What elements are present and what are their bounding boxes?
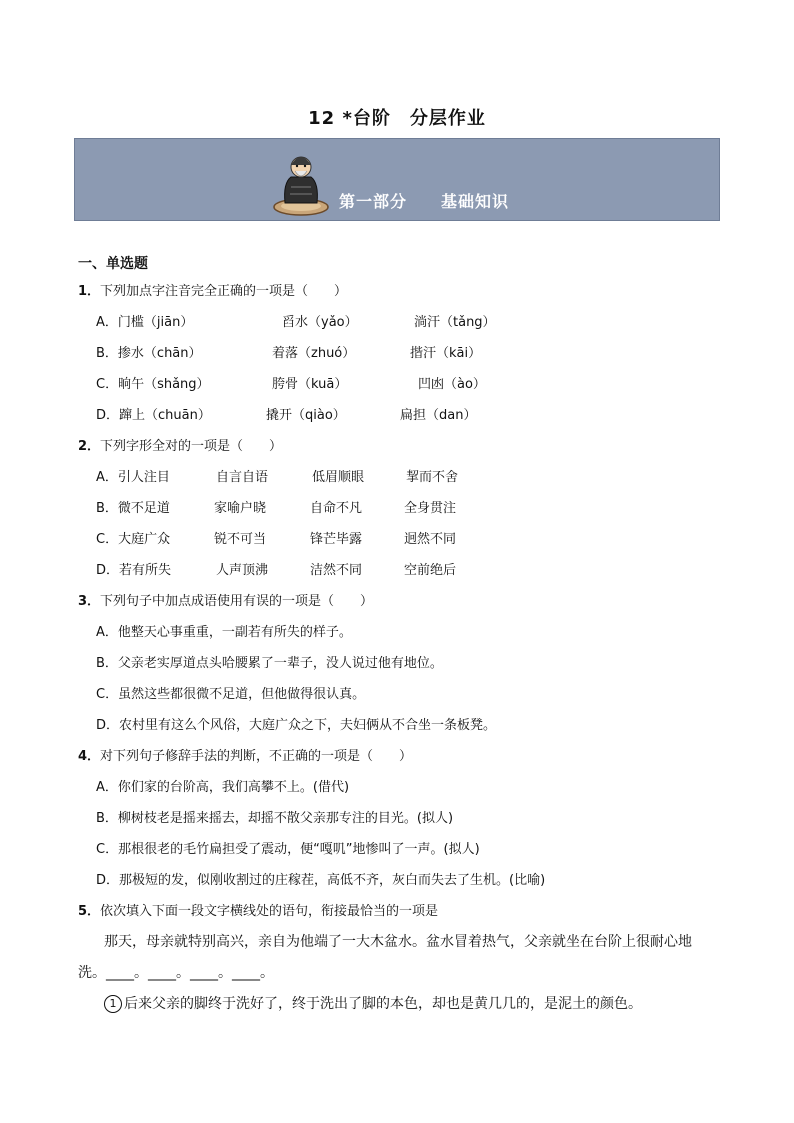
option-text: A．门槛（jiān） [96,315,194,330]
question-number: 3． [78,594,101,609]
option-text: C．大庭广众 [96,532,171,547]
option-text: 全身贯注 [404,501,457,516]
option-text: D．蹿上（chuān） [96,408,211,423]
option-text: 自言自语 [216,470,269,485]
question-number: 4． [78,749,101,764]
option-b [78,338,718,369]
option-c: C．虽然这些都很微不足道，但他做得很认真。 [96,687,366,702]
option-text: B．掺水（chān） [96,346,202,361]
option-d: D．那极短的发，似刚收割过的庄稼茬，高低不齐，灰白而失去了生机。(比喻) [96,873,546,888]
option-text: 撬开（qiào） [266,408,346,423]
question-2 [78,431,718,462]
option-d [78,555,718,586]
option-text: 低眉顺眼 [312,470,365,485]
option-a: A．你们家的台阶高，我们高攀不上。(借代) [96,780,350,795]
option-text: A．引人注目 [96,470,170,485]
worksheet-body [78,252,718,1020]
option-text: 揩汗（kāi） [410,346,482,361]
option-text: 淌汗（tǎng） [414,315,496,330]
sentence-text: 后来父亲的脚终于洗好了，终于洗出了脚的本色，却也是黄几几的，是泥土的颜色。 [124,996,642,1012]
option-text: 着落（zhuó） [272,346,356,361]
option-text: 人声顶沸 [216,563,269,578]
option-text: 扁担（dan） [400,408,477,423]
option-b: B．柳树枝老是摇来摇去，却摇不散父亲那专注的目光。(拟人) [96,811,454,826]
option-a: A．他整天心事重重，一副若有所失的样子。 [96,625,352,640]
question-number: 1． [78,284,101,299]
banner-title: 第一部分 基础知识 [339,192,510,211]
option-text: D．若有所失 [96,563,172,578]
question-number: 2． [78,439,101,454]
option-text: 自命不凡 [310,501,363,516]
option-text: B．微不足道 [96,501,170,516]
option-text: C．晌午（shǎng） [96,377,210,392]
option-b [78,493,718,524]
section-banner [74,138,720,221]
question-3 [78,586,718,617]
option-c [78,369,718,400]
option-c: C．那根很老的毛竹扁担受了震动，便“嘎叽”地惨叫了一声。(拟人) [96,842,480,857]
option-text: 家喻户晓 [214,501,267,516]
scholar-figure-icon [271,147,331,217]
option-text: 锋芒毕露 [310,532,363,547]
question-number: 5． [78,904,101,919]
question-stem: 对下列句子修辞手法的判断，不正确的一项是（ ） [100,749,413,764]
option-a [78,462,718,493]
question-stem: 依次填入下面一段文字横线处的语句，衔接最恰当的一项是 [100,904,439,919]
option-b: B．父亲老实厚道点头哈腰累了一辈子，没人说过他有地位。 [96,656,443,671]
option-d [78,400,718,431]
reading-passage: 那天，母亲就特别高兴，亲自为他端了一大木盆水。盆水冒着热气，父亲就坐在台阶上很耐心地洗。____。____。____。____。 [78,934,692,981]
option-text: 洁然不同 [310,563,363,578]
section-heading: 一、单选题 [78,256,148,272]
option-c [78,524,718,555]
circled-number: 1 [104,995,122,1013]
option-text: 舀水（yǎo） [282,315,358,330]
option-text: 空前绝后 [404,563,457,578]
option-text: 迥然不同 [404,532,457,547]
option-text: 锐不可当 [214,532,267,547]
question-1 [78,276,718,307]
option-text: 胯骨（kuā） [272,377,348,392]
option-text: 挈而不舍 [406,470,459,485]
sentence-item-1 [78,989,718,1020]
option-d: D．农村里有这么个风俗，大庭广众之下，夫妇俩从不合坐一条板凳。 [96,718,497,733]
question-stem: 下列字形全对的一项是（ ） [100,439,283,454]
option-a [78,307,718,338]
question-5 [78,896,718,927]
page-title: 12 *台阶 分层作业 [308,108,486,129]
question-stem: 下列加点字注音完全正确的一项是（ ） [100,284,348,299]
question-stem: 下列句子中加点成语使用有误的一项是（ ） [100,594,374,609]
question-4 [78,741,718,772]
option-text: 凹凼（ào） [418,377,486,392]
